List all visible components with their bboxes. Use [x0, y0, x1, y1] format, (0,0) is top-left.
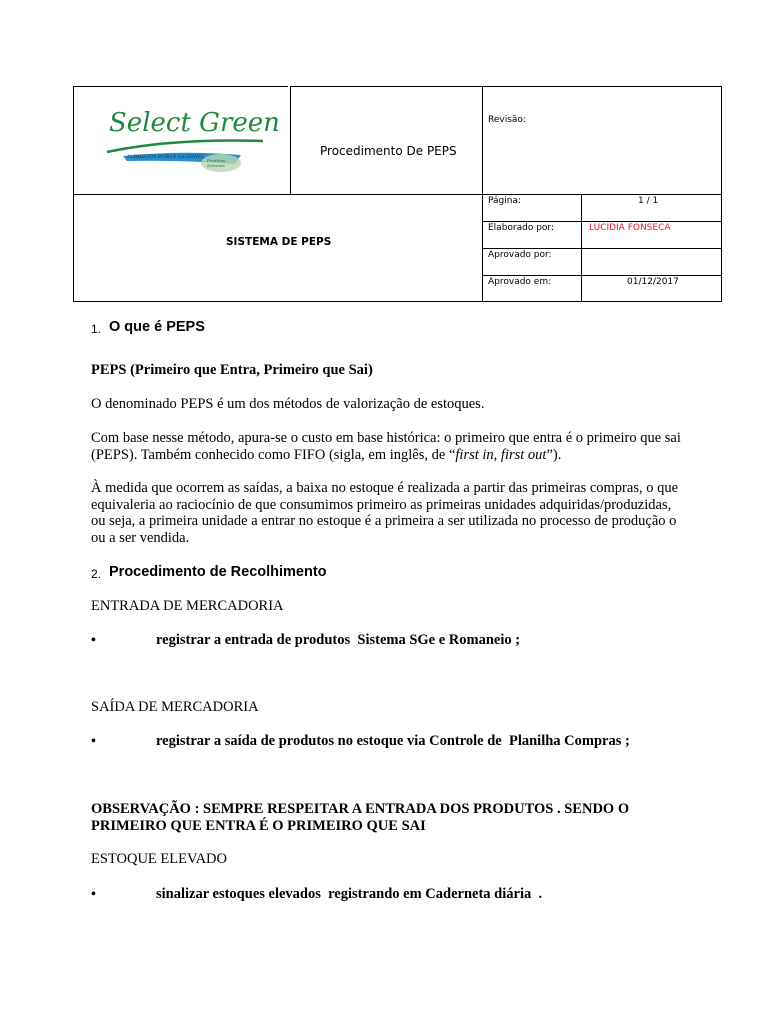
paragraph-3-line-2: equivaleria ao raciocínio de que consumimos primeiro as primeiras unidades adquiridas/produzidas,: [91, 496, 672, 513]
approved-by-label: Aprovado por:: [488, 250, 552, 260]
saida-bullet-marker: •: [91, 734, 96, 749]
section-1-title: O que é PEPS: [109, 319, 205, 335]
section-1-number: 1.: [91, 322, 102, 336]
logo-tagline: ALIMENTOS PURO E SAUDÁVEL: [127, 155, 205, 160]
estoque-heading: ESTOQUE ELEVADO: [91, 851, 228, 867]
logo-subtitle: Produtos Naturais: [207, 158, 226, 168]
elaborated-by-value: LUCIDIA FONSECA: [589, 223, 671, 233]
entrada-bullet-text: registrar a entrada de produtos Sistema SGe e Romaneio ;: [156, 632, 521, 648]
observacao-line-1: OBSERVAÇÃO : SEMPRE RESPEITAR A ENTRADA DOS PRODUTOS . SENDO O: [91, 801, 630, 817]
paragraph-3: [91, 480, 721, 546]
paragraph-2-text-b: ”).: [546, 446, 562, 463]
approved-on-value: 01/12/2017: [627, 277, 679, 287]
paragraph-3-line-4: ou a ser vendida.: [91, 529, 190, 546]
paragraph-1: O denominado PEPS é um dos métodos de valorização de estoques.: [91, 396, 485, 412]
fifo-italic: first in, first out: [455, 446, 547, 463]
elaborated-by-label: Elaborado por:: [488, 223, 555, 233]
paragraph-2: [91, 430, 721, 463]
logo-brand: Select Green: [109, 108, 280, 138]
saida-heading: SAÍDA DE MERCADORIA: [91, 699, 259, 715]
section-1-subtitle: PEPS (Primeiro que Entra, Primeiro que Sai): [91, 362, 373, 378]
observacao-line-2: PRIMEIRO QUE ENTRA É O PRIMEIRO QUE SAI: [91, 817, 426, 834]
page-label: Página:: [488, 196, 522, 206]
paragraph-3-line-1: À medida que ocorrem as saídas, a baixa no estoque é realizada a partir das primeiras compras, o que: [91, 480, 679, 496]
system-title: SISTEMA DE PEPS: [226, 236, 332, 248]
section-2-number: 2.: [91, 567, 102, 581]
company-logo: [103, 108, 280, 178]
paragraph-2-text-a: (PEPS). Também conhecido como FIFO (sigla, em inglês, de “: [91, 446, 456, 463]
procedure-title: Procedimento De PEPS: [320, 144, 457, 158]
estoque-bullet-text: sinalizar estoques elevados registrando em Caderneta diária .: [156, 886, 543, 902]
entrada-bullet-marker: •: [91, 633, 96, 648]
page-value: 1 / 1: [638, 196, 659, 206]
observacao: [91, 801, 721, 834]
estoque-bullet-marker: •: [91, 887, 96, 902]
approved-on-label: Aprovado em:: [488, 277, 552, 287]
saida-bullet-text: registrar a saída de produtos no estoque via Controle de Planilha Compras ;: [156, 733, 630, 749]
section-2-title: Procedimento de Recolhimento: [109, 564, 327, 580]
entrada-heading: ENTRADA DE MERCADORIA: [91, 598, 284, 614]
paragraph-3-line-3: ou seja, a primeira unidade a entrar no estoque é a primeira a ser utilizada no processo de produção o: [91, 513, 677, 529]
revision-label: Revisão:: [488, 115, 526, 125]
paragraph-2-line-2: [91, 447, 721, 464]
paragraph-2-line-1: Com base nesse método, apura-se o custo em base histórica: o primeiro que entra é o primeiro que sai: [91, 430, 681, 446]
